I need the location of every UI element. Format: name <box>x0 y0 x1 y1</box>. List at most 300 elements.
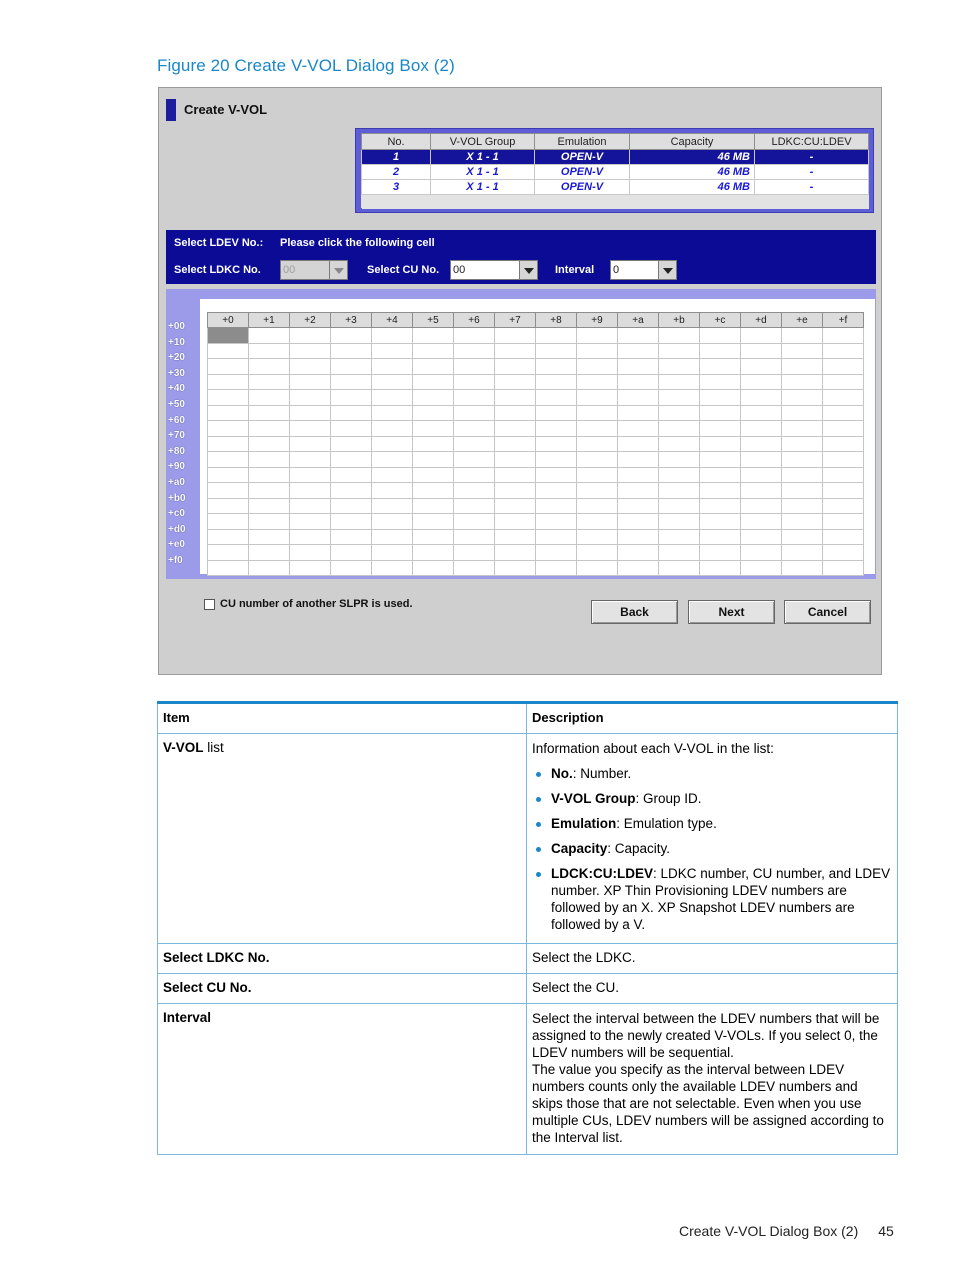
ldev-cell[interactable] <box>372 359 413 375</box>
ldev-cell[interactable] <box>700 560 741 576</box>
ldev-cell[interactable] <box>413 467 454 483</box>
ldev-cell[interactable] <box>331 529 372 545</box>
ldev-cell[interactable] <box>249 514 290 530</box>
ldev-cell[interactable] <box>372 529 413 545</box>
bullet-text: : LDKC number, CU number, and LDEV number. XP Thin Provisioning LDEV numbers are followed by an X. XP Snapshot LDEV numbers are followed by a V. <box>551 866 891 932</box>
ldev-cell[interactable] <box>208 436 249 452</box>
ldev-cell[interactable] <box>249 498 290 514</box>
ldev-cell[interactable] <box>782 560 823 576</box>
ldev-cell[interactable] <box>577 374 618 390</box>
ldev-cell[interactable] <box>413 452 454 468</box>
ldev-cell[interactable] <box>372 374 413 390</box>
ldev-cell[interactable] <box>782 529 823 545</box>
ldev-cell[interactable] <box>823 452 864 468</box>
ldev-cell[interactable] <box>372 328 413 344</box>
ldev-cell[interactable] <box>372 545 413 561</box>
ldev-cell[interactable] <box>782 483 823 499</box>
ldev-cell[interactable] <box>331 421 372 437</box>
ldev-cell[interactable] <box>741 452 782 468</box>
ldev-cell[interactable] <box>782 343 823 359</box>
ldev-cell[interactable] <box>208 514 249 530</box>
ldev-cell[interactable] <box>413 359 454 375</box>
chevron-down-icon[interactable] <box>329 261 347 279</box>
ldev-cell[interactable] <box>782 359 823 375</box>
ldev-cell[interactable] <box>208 421 249 437</box>
ldev-cell[interactable] <box>249 436 290 452</box>
ldev-cell[interactable] <box>413 483 454 499</box>
ldev-cell[interactable] <box>454 452 495 468</box>
select-ldkc-label: Select LDKC No. <box>174 264 261 276</box>
ldev-cell[interactable] <box>618 359 659 375</box>
ldev-cell[interactable] <box>372 467 413 483</box>
grid-row <box>208 405 864 421</box>
ldev-cell[interactable] <box>454 529 495 545</box>
ldev-cell[interactable] <box>782 328 823 344</box>
ldev-cell[interactable] <box>741 545 782 561</box>
chevron-down-icon[interactable] <box>658 261 676 279</box>
ldev-cell[interactable] <box>659 529 700 545</box>
ldev-cell[interactable] <box>659 514 700 530</box>
ldev-cell[interactable] <box>290 390 331 406</box>
vvol-column-header[interactable]: V-VOL Group <box>431 134 535 150</box>
ldev-cell[interactable] <box>536 390 577 406</box>
ldev-cell[interactable] <box>331 498 372 514</box>
slpr-checkbox[interactable] <box>204 599 215 610</box>
cancel-button[interactable]: Cancel <box>784 600 871 624</box>
ldev-cell[interactable] <box>618 514 659 530</box>
vvol-column-header[interactable]: No. <box>362 134 431 150</box>
ldev-cell[interactable] <box>700 436 741 452</box>
ldev-cell[interactable] <box>577 514 618 530</box>
vvol-cell-ldev: - <box>755 150 869 165</box>
ldev-cell[interactable] <box>741 405 782 421</box>
interval-label: Interval <box>555 264 595 276</box>
ldev-cell[interactable] <box>495 343 536 359</box>
ldev-cell[interactable] <box>331 405 372 421</box>
ldev-cell[interactable] <box>577 390 618 406</box>
ldev-cell[interactable] <box>741 328 782 344</box>
ldev-cell[interactable] <box>331 560 372 576</box>
ldev-cell[interactable] <box>659 405 700 421</box>
ldev-cell[interactable] <box>536 560 577 576</box>
ldev-cell[interactable] <box>782 452 823 468</box>
ldev-cell[interactable] <box>618 374 659 390</box>
ldev-cell[interactable] <box>577 483 618 499</box>
ldev-cell[interactable] <box>454 343 495 359</box>
ldev-cell[interactable] <box>290 421 331 437</box>
selection-bar <box>166 230 876 284</box>
ldev-cell[interactable] <box>208 483 249 499</box>
vvol-row[interactable] <box>362 180 869 195</box>
vvol-column-header[interactable]: LDKC:CU:LDEV <box>755 134 869 150</box>
ldev-cell[interactable] <box>536 359 577 375</box>
ldev-cell[interactable] <box>495 374 536 390</box>
ldev-cell[interactable] <box>823 328 864 344</box>
ldev-cell[interactable] <box>454 390 495 406</box>
ldev-cell[interactable] <box>495 514 536 530</box>
ldev-cell[interactable] <box>331 390 372 406</box>
ldev-cell[interactable] <box>372 421 413 437</box>
ldev-cell[interactable] <box>495 545 536 561</box>
ldev-cell[interactable] <box>495 359 536 375</box>
ldev-cell[interactable] <box>659 421 700 437</box>
ldev-cell[interactable] <box>454 498 495 514</box>
ldev-cell[interactable] <box>454 467 495 483</box>
ldev-cell[interactable] <box>618 529 659 545</box>
ldev-cell[interactable] <box>782 436 823 452</box>
ldev-cell[interactable] <box>782 405 823 421</box>
ldev-cell[interactable] <box>823 374 864 390</box>
ldev-cell[interactable] <box>741 390 782 406</box>
ldev-cell[interactable] <box>536 328 577 344</box>
ldev-cell[interactable] <box>536 452 577 468</box>
ldev-cell[interactable] <box>741 359 782 375</box>
ldev-cell[interactable] <box>700 452 741 468</box>
list-item <box>551 840 892 857</box>
ldev-cell[interactable] <box>823 529 864 545</box>
grid-row <box>208 498 864 514</box>
ldev-cell[interactable] <box>249 343 290 359</box>
ldev-cell[interactable] <box>208 452 249 468</box>
ldev-cell[interactable] <box>413 545 454 561</box>
ldev-cell[interactable] <box>577 328 618 344</box>
next-button[interactable]: Next <box>688 600 775 624</box>
ldev-cell[interactable] <box>782 514 823 530</box>
ldev-cell[interactable] <box>618 467 659 483</box>
ldev-cell[interactable] <box>495 436 536 452</box>
ldev-cell[interactable] <box>454 405 495 421</box>
ldev-cell[interactable] <box>454 359 495 375</box>
ldev-cell[interactable] <box>823 436 864 452</box>
interval-select-value: 0 <box>613 264 620 276</box>
ldev-cell[interactable] <box>495 328 536 344</box>
ldev-cell[interactable] <box>290 452 331 468</box>
ldev-cell[interactable] <box>249 421 290 437</box>
ldev-cell[interactable] <box>741 374 782 390</box>
ldev-cell[interactable] <box>577 467 618 483</box>
ldev-cell[interactable] <box>372 452 413 468</box>
ldev-cell[interactable] <box>495 498 536 514</box>
ldev-cell[interactable] <box>618 328 659 344</box>
vvol-column-header[interactable]: Capacity <box>630 134 755 150</box>
interval-select[interactable] <box>610 260 677 280</box>
vvol-list[interactable] <box>361 133 868 208</box>
ldev-cell[interactable] <box>536 405 577 421</box>
ldev-cell[interactable] <box>741 560 782 576</box>
grid-row-label: +b0 <box>168 492 186 504</box>
ldev-cell[interactable] <box>577 529 618 545</box>
ldev-cell[interactable] <box>290 359 331 375</box>
ldev-cell[interactable] <box>413 498 454 514</box>
ldev-cell[interactable] <box>413 405 454 421</box>
ldev-cell[interactable] <box>208 343 249 359</box>
ldev-cell[interactable] <box>290 545 331 561</box>
ldev-cell[interactable] <box>823 405 864 421</box>
vvol-empty-cell <box>362 195 431 210</box>
ldev-cell[interactable] <box>577 560 618 576</box>
ldev-cell[interactable] <box>741 483 782 499</box>
description-cell <box>527 1004 898 1155</box>
ldev-cell[interactable] <box>659 545 700 561</box>
vvol-cell-no: 3 <box>362 180 431 195</box>
ldev-cell[interactable] <box>331 328 372 344</box>
ldev-cell[interactable] <box>290 405 331 421</box>
ldev-cell[interactable] <box>249 374 290 390</box>
ldev-cell[interactable] <box>331 436 372 452</box>
grid-row <box>208 328 864 344</box>
ldev-cell[interactable] <box>290 560 331 576</box>
ldev-cell[interactable] <box>495 467 536 483</box>
ldev-cell[interactable] <box>659 498 700 514</box>
ldev-cell[interactable] <box>454 545 495 561</box>
grid-row-label: +10 <box>168 336 185 348</box>
ldev-cell[interactable] <box>372 483 413 499</box>
ldev-cell[interactable] <box>782 467 823 483</box>
ldev-cell[interactable] <box>454 514 495 530</box>
ldev-cell[interactable] <box>331 514 372 530</box>
ldev-cell[interactable] <box>618 421 659 437</box>
ldev-cell[interactable] <box>249 328 290 344</box>
ldev-cell[interactable] <box>249 483 290 499</box>
ldev-cell[interactable] <box>823 390 864 406</box>
ldev-cell[interactable] <box>659 436 700 452</box>
ldev-cell[interactable] <box>659 483 700 499</box>
ldev-cell[interactable] <box>618 390 659 406</box>
cu-select[interactable] <box>450 260 538 280</box>
ldev-cell[interactable] <box>249 452 290 468</box>
ldev-cell[interactable] <box>577 359 618 375</box>
ldev-cell[interactable] <box>823 421 864 437</box>
ldev-cell[interactable] <box>208 390 249 406</box>
ldev-cell[interactable] <box>536 436 577 452</box>
ldev-cell[interactable] <box>290 498 331 514</box>
vvol-cell-capacity: 46 MB <box>630 150 755 165</box>
ldev-cell[interactable] <box>618 498 659 514</box>
ldev-cell[interactable] <box>823 560 864 576</box>
ldev-cell[interactable] <box>577 343 618 359</box>
ldev-cell[interactable] <box>741 498 782 514</box>
ldev-cell[interactable] <box>823 545 864 561</box>
ldev-cell[interactable] <box>249 405 290 421</box>
ldev-cell[interactable] <box>208 498 249 514</box>
ldev-cell[interactable] <box>823 514 864 530</box>
ldev-cell[interactable] <box>249 390 290 406</box>
ldev-cell[interactable] <box>741 529 782 545</box>
ldev-cell[interactable] <box>208 405 249 421</box>
ldev-cell[interactable] <box>249 545 290 561</box>
ldev-cell[interactable] <box>536 343 577 359</box>
ldev-cell[interactable] <box>372 405 413 421</box>
ldev-cell[interactable] <box>372 498 413 514</box>
ldev-cell[interactable] <box>618 560 659 576</box>
ldev-cell[interactable] <box>290 529 331 545</box>
ldev-cell[interactable] <box>618 436 659 452</box>
ldev-cell[interactable] <box>536 467 577 483</box>
ldev-cell[interactable] <box>577 405 618 421</box>
ldev-cell[interactable] <box>700 421 741 437</box>
back-button[interactable]: Back <box>591 600 678 624</box>
ldev-cell[interactable] <box>577 452 618 468</box>
ldev-cell[interactable] <box>208 545 249 561</box>
ldev-cell[interactable] <box>331 359 372 375</box>
ldev-cell[interactable] <box>823 498 864 514</box>
ldev-cell[interactable] <box>700 545 741 561</box>
grid-row <box>208 452 864 468</box>
ldev-cell[interactable] <box>208 560 249 576</box>
ldev-cell[interactable] <box>413 529 454 545</box>
ldev-cell[interactable] <box>618 545 659 561</box>
ldev-cell[interactable] <box>413 560 454 576</box>
ldev-cell[interactable] <box>782 374 823 390</box>
vvol-row[interactable] <box>362 150 869 165</box>
ldev-cell[interactable] <box>208 359 249 375</box>
grid-column-header: +4 <box>372 313 413 328</box>
ldev-cell[interactable] <box>577 545 618 561</box>
ldev-cell[interactable] <box>741 421 782 437</box>
interval-desc-1: Select the interval between the LDEV numbers that will be assigned to the newly created V-VOLs. If you select 0, the LDEV numbers will be sequential. <box>532 1011 880 1060</box>
ldev-cell[interactable] <box>659 390 700 406</box>
ldev-cell[interactable] <box>536 529 577 545</box>
ldev-cell[interactable] <box>249 359 290 375</box>
ldev-cell[interactable] <box>536 498 577 514</box>
ldev-cell[interactable] <box>208 328 249 344</box>
ldev-cell[interactable] <box>782 498 823 514</box>
ldev-cell[interactable] <box>659 452 700 468</box>
ldev-cell[interactable] <box>454 483 495 499</box>
bullet-term: V-VOL Group <box>551 791 636 806</box>
ldev-cell[interactable] <box>659 374 700 390</box>
ldev-cell[interactable] <box>208 529 249 545</box>
ldev-cell[interactable] <box>823 483 864 499</box>
list-item <box>551 865 892 933</box>
ldev-cell[interactable] <box>782 545 823 561</box>
ldev-cell[interactable] <box>413 328 454 344</box>
ldev-cell[interactable] <box>700 343 741 359</box>
ldev-cell[interactable] <box>495 560 536 576</box>
ldev-cell[interactable] <box>413 374 454 390</box>
ldev-cell[interactable] <box>782 421 823 437</box>
ldev-cell[interactable] <box>700 374 741 390</box>
ldev-cell[interactable] <box>659 343 700 359</box>
ldev-cell[interactable] <box>413 343 454 359</box>
ldev-cell[interactable] <box>495 421 536 437</box>
ldev-cell[interactable] <box>659 359 700 375</box>
ldev-cell[interactable] <box>618 483 659 499</box>
ldev-cell[interactable] <box>700 514 741 530</box>
vvol-cell-group: X 1 - 1 <box>431 165 535 180</box>
ldev-cell[interactable] <box>700 405 741 421</box>
ldev-cell[interactable] <box>741 436 782 452</box>
ldev-cell[interactable] <box>495 390 536 406</box>
ldev-cell[interactable] <box>249 467 290 483</box>
ldev-cell[interactable] <box>290 436 331 452</box>
ldev-cell[interactable] <box>372 390 413 406</box>
ldev-cell[interactable] <box>208 467 249 483</box>
ldev-cell[interactable] <box>331 467 372 483</box>
ldev-cell[interactable] <box>536 374 577 390</box>
vvol-column-header[interactable]: Emulation <box>535 134 630 150</box>
ldev-cell[interactable] <box>577 421 618 437</box>
ldev-cell[interactable] <box>700 359 741 375</box>
ldev-cell[interactable] <box>495 452 536 468</box>
ldev-cell[interactable] <box>331 545 372 561</box>
ldev-cell[interactable] <box>741 343 782 359</box>
vvol-cell-no: 2 <box>362 165 431 180</box>
ldev-cell[interactable] <box>577 498 618 514</box>
ldev-cell[interactable] <box>290 328 331 344</box>
ldev-cell[interactable] <box>454 374 495 390</box>
grid-row-label: +40 <box>168 383 185 395</box>
ldev-cell[interactable] <box>700 529 741 545</box>
ldev-cell[interactable] <box>823 359 864 375</box>
ldev-cell[interactable] <box>413 514 454 530</box>
ldev-cell[interactable] <box>290 514 331 530</box>
ldev-cell[interactable] <box>249 529 290 545</box>
ldev-cell[interactable] <box>536 421 577 437</box>
ldev-cell[interactable] <box>495 483 536 499</box>
ldev-cell[interactable] <box>454 328 495 344</box>
ldev-cell[interactable] <box>741 514 782 530</box>
ldev-cell[interactable] <box>208 374 249 390</box>
ldev-cell[interactable] <box>659 328 700 344</box>
ldev-cell[interactable] <box>536 545 577 561</box>
ldev-cell[interactable] <box>372 343 413 359</box>
vvol-row[interactable] <box>362 165 869 180</box>
ldev-cell[interactable] <box>536 483 577 499</box>
ldev-cell[interactable] <box>823 467 864 483</box>
ldev-cell[interactable] <box>249 560 290 576</box>
ldev-cell[interactable] <box>823 343 864 359</box>
ldev-cell[interactable] <box>372 560 413 576</box>
ldev-cell[interactable] <box>700 498 741 514</box>
ldev-cell[interactable] <box>618 452 659 468</box>
ldev-cell[interactable] <box>495 529 536 545</box>
ldev-cell[interactable] <box>290 467 331 483</box>
ldev-cell[interactable] <box>618 405 659 421</box>
ldev-cell[interactable] <box>290 374 331 390</box>
ldev-cell[interactable] <box>413 436 454 452</box>
ldev-cell[interactable] <box>413 390 454 406</box>
ldev-cell[interactable] <box>536 514 577 530</box>
ldev-cell[interactable] <box>659 560 700 576</box>
ldev-cell[interactable] <box>372 514 413 530</box>
ldev-cell[interactable] <box>454 436 495 452</box>
ldev-cell[interactable] <box>700 483 741 499</box>
ldev-cell[interactable] <box>290 343 331 359</box>
ldkc-select[interactable] <box>280 260 348 280</box>
ldev-cell[interactable] <box>700 467 741 483</box>
ldev-cell[interactable] <box>741 467 782 483</box>
ldev-cell[interactable] <box>331 343 372 359</box>
ldev-cell[interactable] <box>331 374 372 390</box>
ldev-cell[interactable] <box>372 436 413 452</box>
ldev-cell[interactable] <box>331 483 372 499</box>
ldev-cell[interactable] <box>577 436 618 452</box>
ldev-cell[interactable] <box>618 343 659 359</box>
ldev-cell[interactable] <box>413 421 454 437</box>
ldev-cell[interactable] <box>290 483 331 499</box>
ldev-cell[interactable] <box>495 405 536 421</box>
ldev-cell[interactable] <box>782 390 823 406</box>
chevron-down-icon[interactable] <box>519 261 537 279</box>
ldev-cell[interactable] <box>659 467 700 483</box>
ldev-cell[interactable] <box>331 452 372 468</box>
ldev-cell[interactable] <box>700 328 741 344</box>
ldev-cell[interactable] <box>700 390 741 406</box>
ldev-cell[interactable] <box>454 421 495 437</box>
ldev-cell[interactable] <box>454 560 495 576</box>
vvol-cell-group: X 1 - 1 <box>431 180 535 195</box>
